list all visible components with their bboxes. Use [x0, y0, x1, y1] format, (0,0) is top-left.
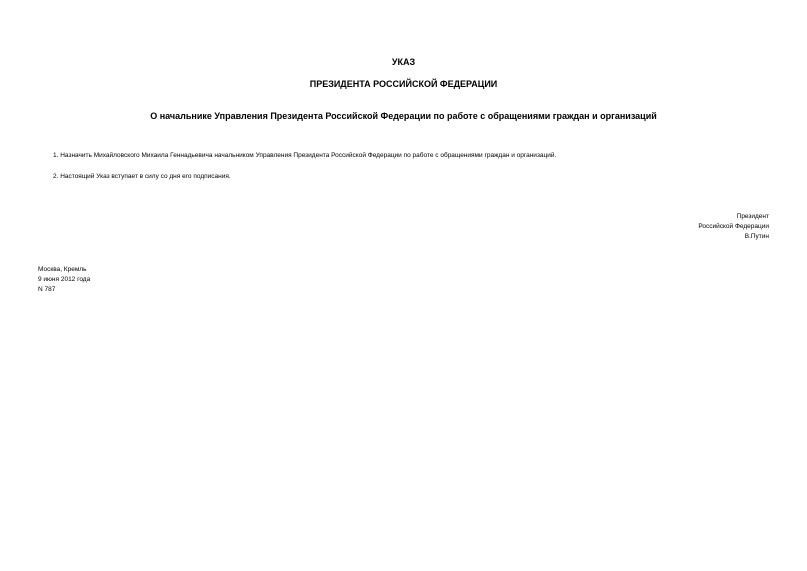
issuer-heading: ПРЕЗИДЕНТА РОССИЙСКОЙ ФЕДЕРАЦИИ — [309, 79, 498, 89]
signature-title: Президент — [736, 213, 769, 220]
place-date-block — [38, 265, 90, 295]
signing-place: Москва, Кремль — [38, 266, 87, 273]
clause-1: 1. Назначить Михайловского Михаила Геннадьевича начальником Управления Президента Российской Федерации по работе с обращениями граждан и организаций. — [53, 152, 557, 159]
signing-date: 9 июня 2012 года — [38, 276, 91, 283]
document-subject-heading: О начальнике Управления Президента Российской Федерации по работе с обращениями граждан и организаций — [150, 111, 657, 121]
signature-name: В.Путин — [744, 233, 769, 240]
document-number: N 787 — [38, 286, 56, 293]
document-type-heading: УКАЗ — [391, 57, 416, 67]
signature-country: Российской Федерации — [698, 223, 769, 230]
clause-2: 2. Настоящий Указ вступает в силу со дня его подписания. — [53, 173, 231, 180]
signature-block — [698, 212, 769, 242]
